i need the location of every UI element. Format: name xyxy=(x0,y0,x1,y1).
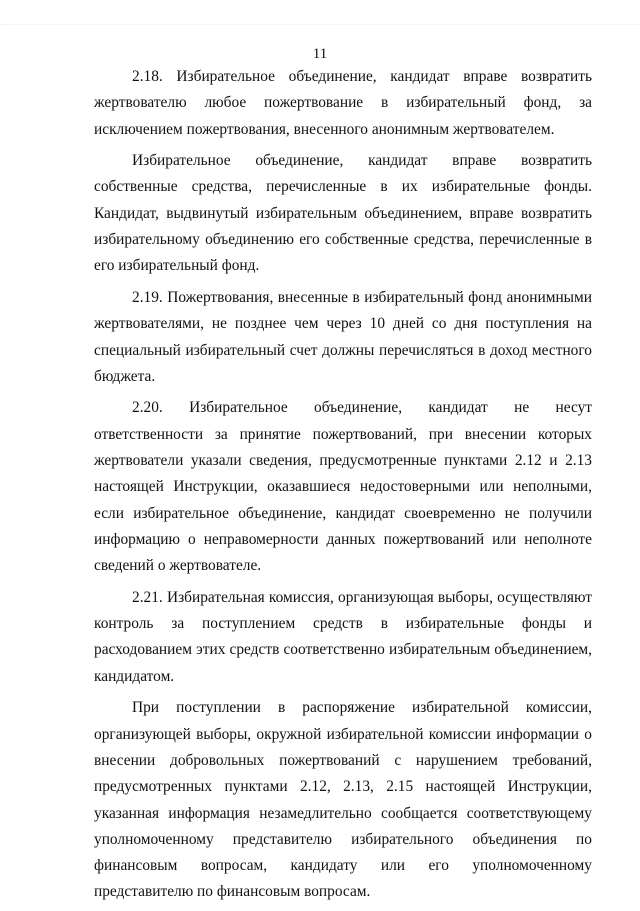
paragraph-2-20: 2.20. Избирательное объединение, кандидат не несут ответственности за принятие пожертвований, при внесении которых жертвователи указали сведения, предусмотренные пунктами 2.12 и 2.13 настоящей Инструкции, оказавшиеся недостоверными или неполными, если избирательное объединение, кандидат своевременно не получили информацию о неправомерности данных пожертвований или неполноте сведений о жертвователе. xyxy=(94,399,592,575)
paragraph-2-19: 2.19. Пожертвования, внесенные в избирательный фонд анонимными жертвователями, не позднее чем через 10 дней со дня поступления на специальный избирательный счет должны перечисляться в доход местного бюджета. xyxy=(94,288,592,385)
paragraph-return-own-funds: Избирательное объединение, кандидат вправе возвратить собственные средства, перечисленные в их избирательные фонды. Кандидат, выдвинутый избирательным объединением, вправе возвратить избирательному объединению его собственные средства, перечисленные в его избирательный фонд. xyxy=(94,152,592,275)
paragraph-2-21: 2.21. Избирательная комиссия, организующая выборы, осуществляют контроль за поступлением средств в избирательные фонды и расходованием этих средств соответственно избирательным объединением, кандидатом. xyxy=(94,588,592,685)
page-number: 11 xyxy=(312,46,328,62)
paragraph-violation-notice: При поступлении в распоряжение избирательной комиссии, организующей выборы, окружной избирательной комиссии информации о внесении добровольных пожертвований с нарушением требований, предусмотренных пунктами 2.12, 2.13, 2.15 настоящей Инструкции, указанная информация незамедлительно сообщается соответствующему уполномоченному представителю избирательного объединения по финансовым вопросам, кандидату или его уполномоченному представителю по финансовым вопросам. xyxy=(94,699,592,901)
document-body xyxy=(94,64,592,911)
scan-artifact-line xyxy=(0,24,640,26)
paragraph-2-18: 2.18. Избирательное объединение, кандидат вправе возвратить жертвователю любое пожертвование в избирательный фонд, за исключением пожертвования, внесенного анонимным жертвователем. xyxy=(94,68,592,138)
